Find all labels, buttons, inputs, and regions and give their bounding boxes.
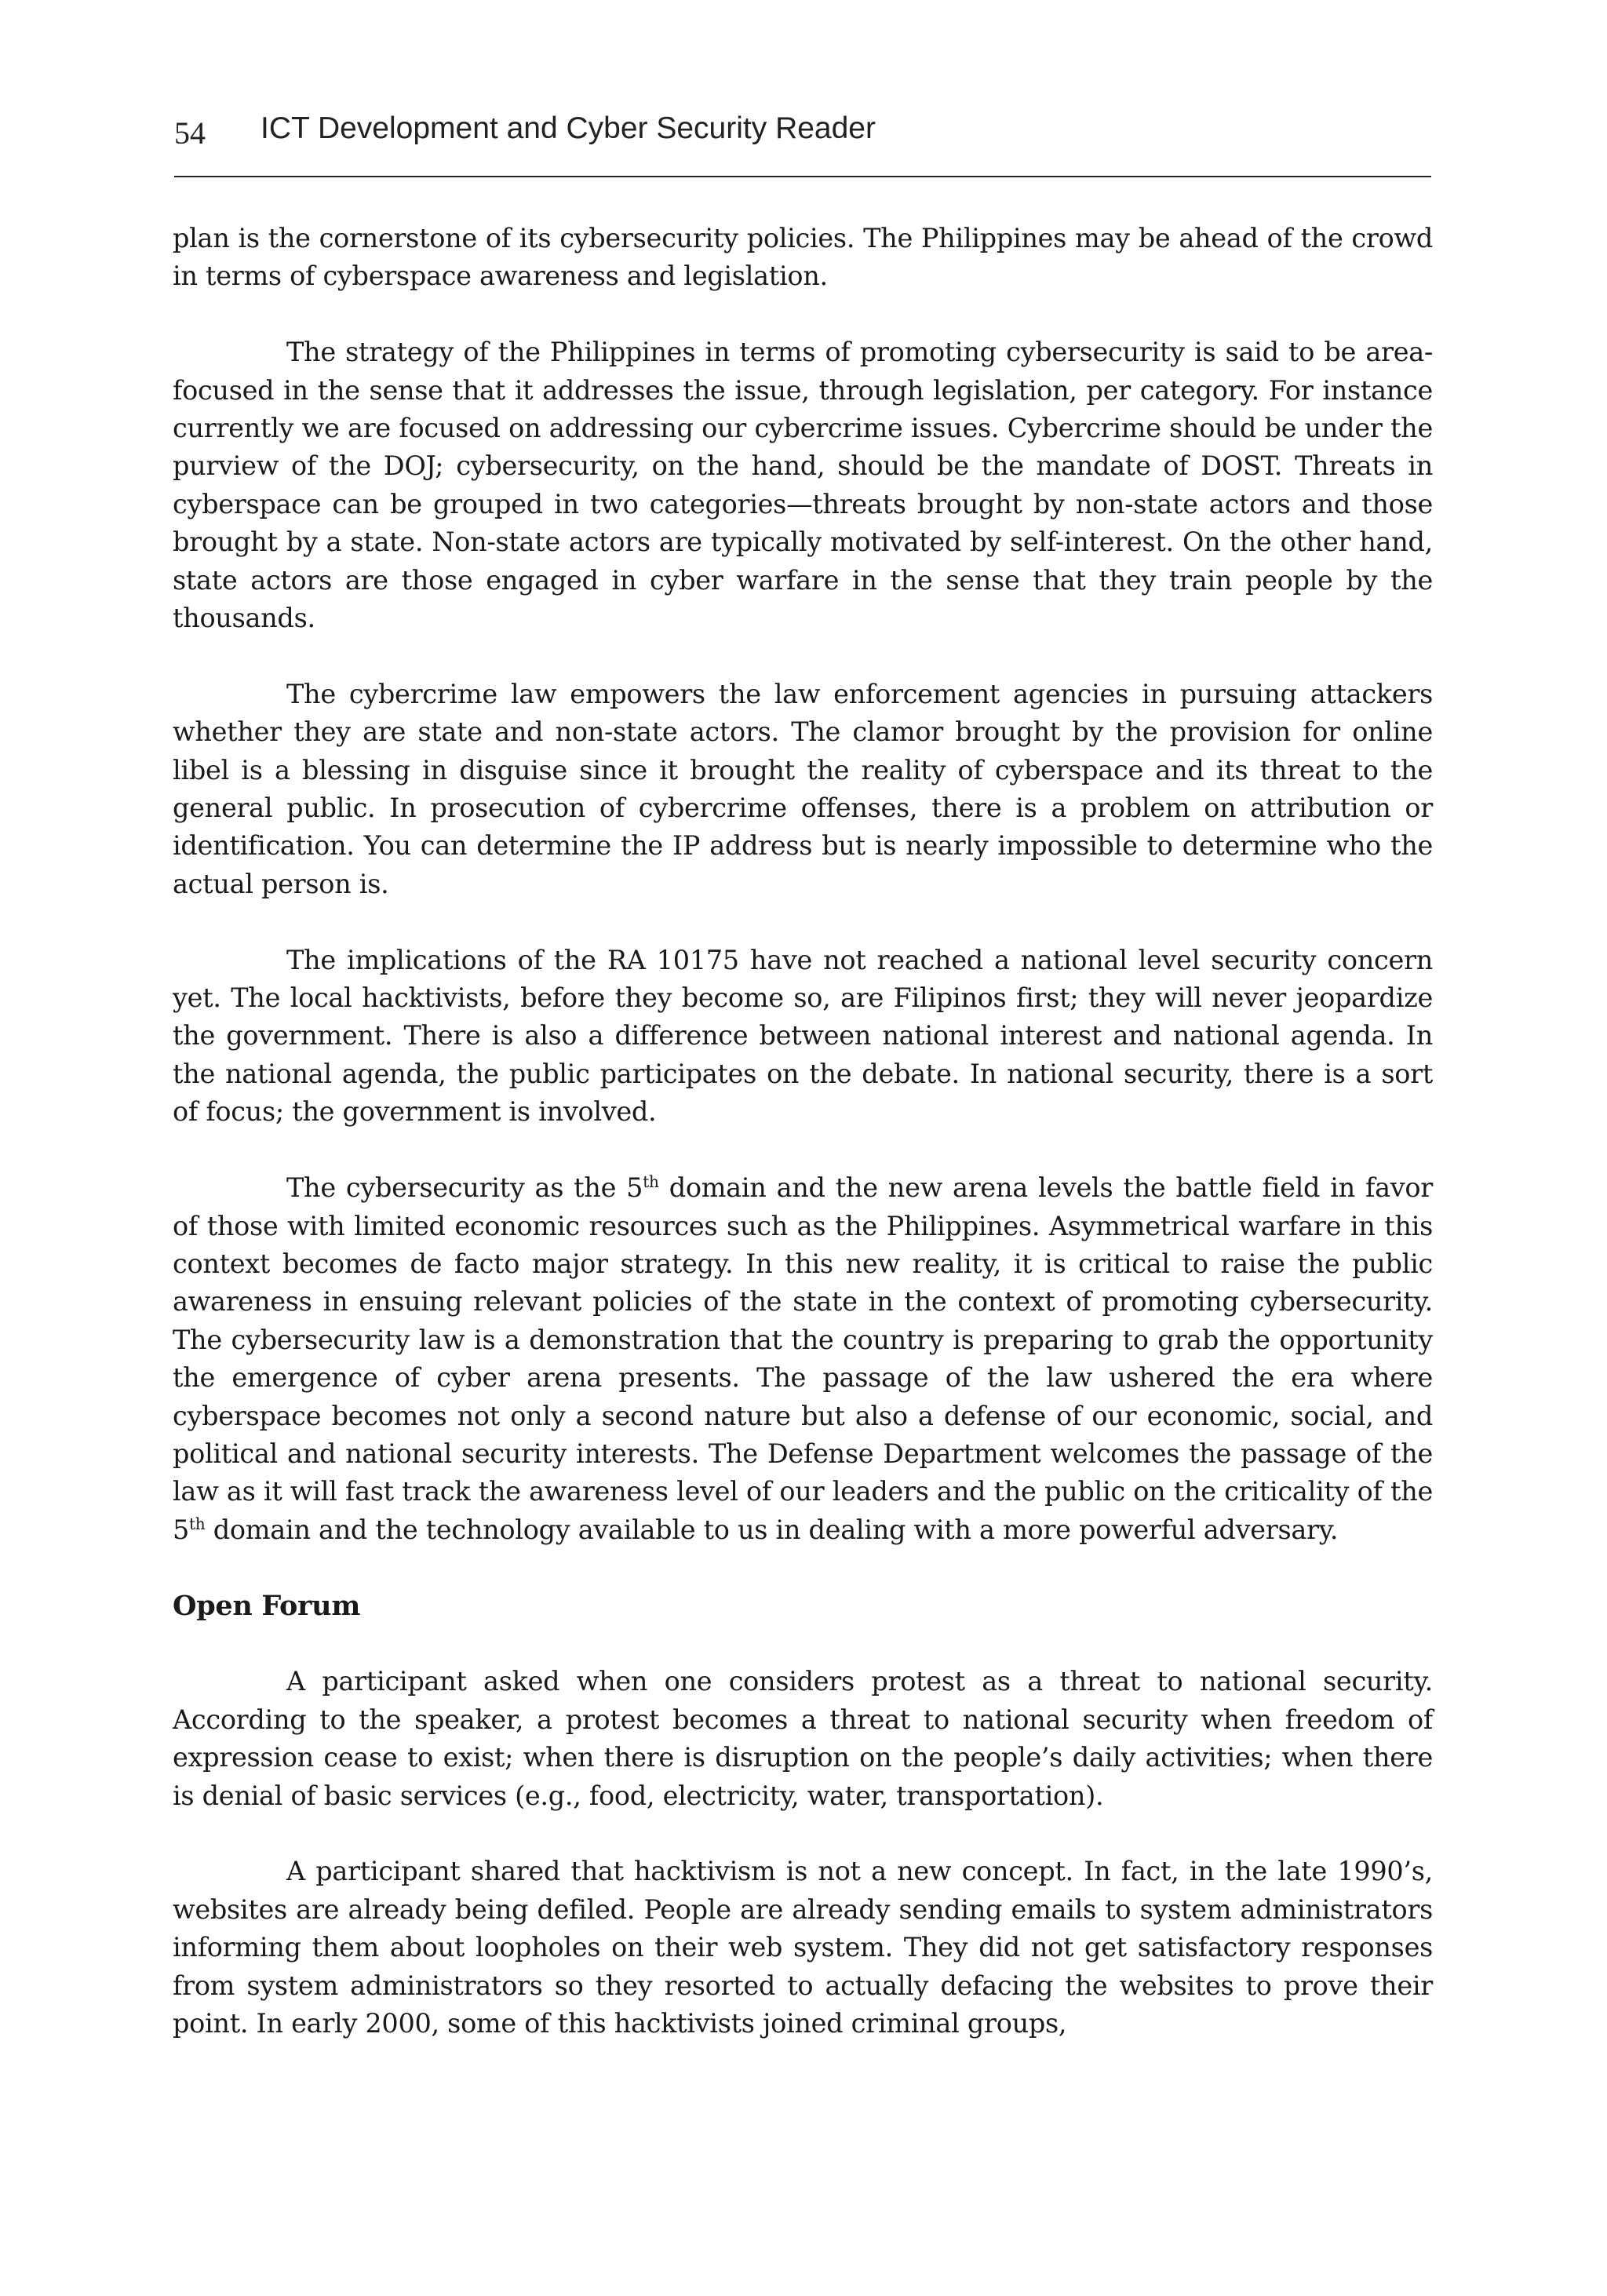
section-heading-open-forum: Open Forum <box>173 1589 361 1622</box>
ordinal-superscript: th <box>189 1514 206 1533</box>
fifth-domain-text-3: domain and the technology available to us in dealing with a more powerful adversary. <box>205 1514 1339 1545</box>
paragraph-cybercrime-law: The cybercrime law empowers the law enforcement agencies in pursuing attackers whether they are state and non-state actors. The clamor brought by the provision for online libel is a blessing in disguise since it brought the reality of cyberspace and its threat to the general public. In prosecution of cybercrime offenses, there is a problem on attribution or identification. You can determine the IP address but is nearly impossible to determine who the actual person is. <box>173 678 1433 899</box>
page-number: 54 <box>174 115 206 151</box>
paragraph-hacktivism: A participant shared that hacktivism is not a new concept. In fact, in the late 1990’s, websites are already being defiled. People are already sending emails to system administrators informing them about loopholes on their web system. They did not get satisfactory responses from system administrators so they resorted to actually defacing the websites to prove their point. In early 2000, some of this hacktivists joined criminal groups, <box>173 1856 1433 2039</box>
fifth-domain-text-1: The cybersecurity as the 5 <box>286 1172 643 1204</box>
body-text <box>173 220 1433 2081</box>
paragraph-protest-question: A participant asked when one considers protest as a threat to national security. According to the speaker, a protest becomes a threat to national security when freedom of expression cease to exist; when there is disruption on the people’s daily activities; when there is denial of basic services (e.g., food, electricity, water, transportation). <box>173 1666 1433 1811</box>
paragraph-strategy: The strategy of the Philippines in terms of promoting cybersecurity is said to be area-focused in the sense that it addresses the issue, through legislation, per category. For instance currently we are focused on addressing our cybercrime issues. Cybercrime should be under the purview of the DOJ; cybersecurity, on the hand, should be the mandate of DOST. Threats in cyberspace can be grouped in two categories—threats brought by non-state actors and those brought by a state. Non-state actors are typically motivated by self-interest. On the other hand, state actors are those engaged in cyber warfare in the sense that they train people by the thousands. <box>173 337 1433 634</box>
fifth-domain-text-2: domain and the new arena levels the battle field in favor of those with limited economic resources such as the Philippines. Asymmetrical warfare in this context becomes de facto major strategy. In this new reality, it is critical to raise the public awareness in ensuing relevant policies of the state in the context of promoting cybersecurity. The cybersecurity law is a demonstration that the country is preparing to grab the opportunity the emergence of cyber arena presents. The passage of the law ushered the era where cyberspace becomes not only a second nature but also a defense of our economic, social, and political and national security interests. The Defense Department welcomes the passage of the law as it will fast track the awareness level of our leaders and the public on the criticality of the 5 <box>173 1172 1433 1545</box>
paragraph-continuation: plan is the cornerstone of its cybersecurity policies. The Philippines may be ahead of the crowd in terms of cyberspace awareness and legislation. <box>173 223 1433 292</box>
paragraph-ra-10175: The implications of the RA 10175 have not reached a national level security concern yet. The local hacktivists, before they become so, are Filipinos first; they will never jeopardize the government. There is also a difference between national interest and national agenda. In the national agenda, the public participates on the debate. In national security, there is a sort of focus; the government is involved. <box>173 944 1433 1128</box>
ordinal-superscript: th <box>643 1172 659 1191</box>
paragraph-fifth-domain <box>173 1169 1433 1549</box>
page-header <box>174 110 1431 177</box>
running-title: ICT Development and Cyber Security Reader <box>261 111 876 145</box>
